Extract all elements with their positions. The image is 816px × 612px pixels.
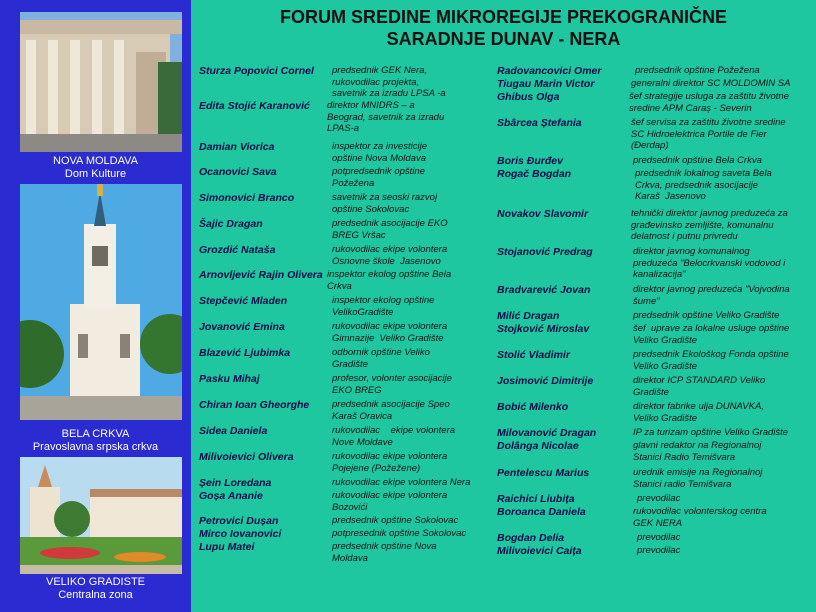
member-role: profesor, volonter asocijacije EKO BREG [332,373,452,396]
member-role: predsednik Ekološkog Fonda opštine Veliko Gradište [633,349,789,372]
member-name: Milić Dragan [497,310,560,322]
member-role: direktor fabrike ulja DUNAVKA, Veliko Gradište [633,401,764,424]
member-name: Boroanca Daniela [497,506,586,518]
member-role: predsednik asocijacije Speo Karaš Oravica [332,399,450,422]
member-name: Sidea Daniela [199,425,268,437]
member-name: Ocanovici Sava [199,166,277,178]
member-name: Ghibus Olga [497,91,560,103]
photo-veliko-gradiste [20,457,182,574]
member-name: Radovancovici Omer [497,65,602,77]
member-name: Edita Stojić Karanović [199,100,310,112]
member-role: direktor javnog preduzeća "Vojvodina šume" [633,284,790,307]
member-name: Tiugau Marin Victor [497,78,595,90]
member-name: Sbârcea Ștefania [497,117,582,129]
page-title [191,6,816,50]
member-name: Arnovljević Rajin Olivera [199,269,323,281]
caption-subtitle: Centralna zona [58,589,133,601]
member-role: šef servisa za zaštitu životne sredine SC Hidroelektrica Portile de Fier (Đerdap) [631,117,786,151]
member-role: direktor ICP STANDARD Veliko Gradište [633,375,766,398]
member-name: Pasku Mihaj [199,373,260,385]
member-role: predsednik opštine Sokolovac [332,515,459,526]
member-name: Mirco Iovanovici [199,528,282,540]
member-role: prevodilac [637,493,681,504]
photo-sidebar [0,0,191,612]
member-name: Milivoievici Caița [497,545,582,557]
member-role: odbornik opštine Veliko Gradište [332,347,430,370]
member-role: glavni redaktor na Regionalnoj Stanici Radio Temišvara [633,440,762,463]
member-name: Jovanović Emina [199,321,285,333]
member-role: tehnički direktor javnog preduzeća za građevinsko zemljište, komunalnu delatnost i putnu privredu [631,208,788,242]
member-name: Dolânga Nicolae [497,440,579,452]
member-name: Bobić Milenko [497,401,569,413]
member-role: rukovodilac ekipe volontera Nove Moldave [332,425,456,448]
member-name: Rogač Bogdan [497,168,572,180]
caption-title: VELIKO GRADISTE [45,576,146,588]
member-role: predsednik GEK Nera, rukovodilac projekta, savetnik za izradu LPSA -a [332,65,446,99]
member-name: Boris Đurđev [497,155,563,167]
photo-caption-veliko-gradiste [0,576,191,602]
member-role: inspektor za investicije opštine Nova Moldava [332,141,428,164]
member-name: Stojanović Predrag [497,246,593,258]
member-role: šef uprave za lokalne usluge opštine Veliko Gradište [633,323,790,346]
member-role: predsednik opštine Nova Moldava [332,541,437,564]
member-name: Bogdan Delia [497,532,565,544]
member-name: Șein Loredana [199,477,272,489]
photo-caption-nova-moldava [0,155,191,181]
member-name: Goșa Ananie [199,490,263,502]
member-role: direktor MNIDRS – a Beograd, savetnik za izradu LPAS-a [327,100,445,134]
member-role: predsednik asocijacije EKO BREG Vršac [332,218,448,241]
caption-title: BELA CRKVA [61,428,130,440]
member-name: Milovanović Dragan [497,427,597,439]
member-role: IP za turizam opštine Veliko Gradište [633,427,789,438]
member-name: Damian Viorica [199,141,275,153]
photo-bela-crkva [20,184,182,420]
member-name: Grozdić Nataša [199,244,276,256]
title-line-1: FORUM SREDINE MIKROREGIJE PREKOGRANIČNE [279,7,728,27]
member-role: predsednik opštine Požežena [635,65,760,76]
member-name: Šajic Dragan [199,218,263,230]
member-name: Pentelescu Marius [497,467,590,479]
caption-title: NOVA MOLDAVA [53,155,138,167]
member-role: potpresednik opštine Sokolovac [332,528,467,539]
member-role: prevodilac [637,545,681,556]
member-name: Stojković Miroslav [497,323,590,335]
member-role: šef strategije usluga za zaštitu životne sredine APM Caraș - Severin [629,91,790,114]
title-line-2: SARADNJE DUNAV - NERA [386,29,621,49]
caption-subtitle: Dom Kulture [64,168,127,180]
member-role: savetnik za seoski razvoj opštine Sokolovac [332,192,438,215]
member-name: Lupu Matei [199,541,255,553]
member-name: Raichici Liubița [497,493,575,505]
member-name: Josimović Dimitrije [497,375,594,387]
photo-caption-bela-crkva [0,428,191,454]
caption-subtitle: Pravoslavna srpska crkva [32,441,159,453]
member-name: Bradvarević Jovan [497,284,591,296]
member-name: Novakov Slavomir [497,208,589,220]
member-name: Stolić Vladimir [497,349,570,361]
member-role: prevodilac [637,532,681,543]
member-role: potpredsednik opštine Požežena [332,166,425,189]
member-role: predsednik opštine Veliko Gradište [633,310,780,321]
member-role: rukovodilac ekipe volontera Bozovići [332,490,448,513]
member-role: direktor javnog komunalnog preduzeća "Belocrkvanski vodovod i kanalizacija" [633,246,786,280]
member-name: Stepčević Mladen [199,295,288,307]
member-role: inspektor ekolog opštine Bela Crkva [327,269,452,292]
member-role: generalni direktor SC MOLDOMIN SA [631,78,791,89]
member-role: rukovodilac ekipe volontera Gimnazije Veliko Gradište [332,321,448,344]
member-name: Milivoievici Olivera [199,451,294,463]
member-role: predsednik opštine Bela Crkva [633,155,762,166]
member-name: Blazević Ljubimka [199,347,291,359]
member-role: rukovodilac ekipe volontera Osnovne škole Jasenovo [332,244,448,267]
member-role: rukovodilac volonterskog centra GEK NERA [633,506,767,529]
member-role: urednik emisije na Regionalnoj Stanici radio Temišvara [633,467,763,490]
photo-nova-moldava [20,12,182,152]
member-name: Chiran Ioan Gheorghe [199,399,310,411]
member-name: Sturza Popovici Cornel [199,65,314,77]
member-name: Petrovici Dușan [199,515,279,527]
member-role: rukovodilac ekipe volontera Nera [332,477,471,488]
member-role: rukovodilac ekipe volontera Pojejene (Požežene) [332,451,448,474]
member-name: Simonovici Branco [199,192,295,204]
member-role: inspektor ekolog opštine VelikoGradište [332,295,435,318]
member-role: predsednik lokalnog saveta Bela Crkva, predsednik asocijacije Karaš Jasenovo [635,168,772,202]
